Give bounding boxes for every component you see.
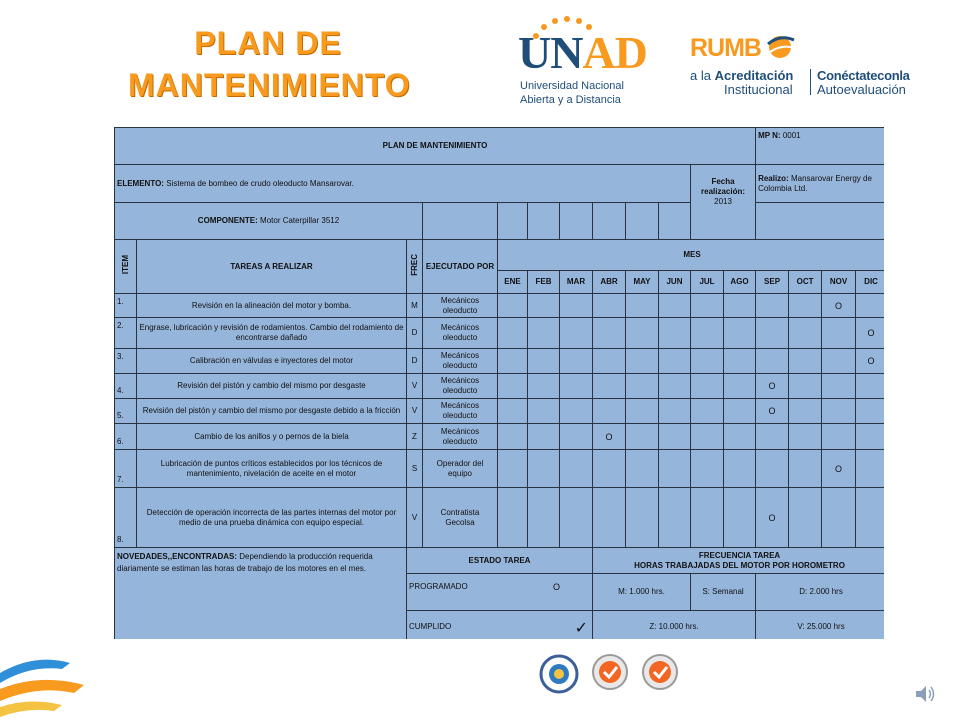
month-cell [560,374,593,399]
month-header: OCT [789,271,822,294]
blank-cell [756,203,884,240]
month-header: ABR [593,271,626,294]
month-cell [789,374,822,399]
month-cell [822,424,856,450]
month-header: ENE [498,271,528,294]
month-cell [626,450,659,488]
task-item-number: 6. [115,424,137,450]
month-cell [856,294,884,318]
task-row [115,318,885,349]
rumbo-line1: a la Acreditación [690,68,794,83]
month-cell [856,374,884,399]
rumbo-con-line1: Conéctateconla [817,68,910,83]
month-cell [724,294,756,318]
month-header: MAY [626,271,659,294]
task-description: Revisión del pistón y cambio del mismo por desgaste [137,374,407,399]
month-cell [498,424,528,450]
month-cell [659,374,691,399]
blank-cell [593,203,626,240]
month-cell [822,488,856,548]
task-frequency: S [407,450,423,488]
month-cell [856,450,884,488]
month-cell [691,424,724,450]
month-cell [498,374,528,399]
task-description: Revisión del pistón y cambio del mismo por desgaste debido a la fricción [137,399,407,424]
unad-logo [518,16,647,110]
month-cell [593,399,626,424]
check-icon: ✓ [574,619,588,637]
month-cell [691,399,724,424]
month-header: MAR [560,271,593,294]
task-row [115,424,885,450]
elemento-cell: ELEMENTO: Sistema de bombeo de crudo oleoducto Mansarovar. [115,165,691,203]
month-cell [498,450,528,488]
cumplido-cell: CUMPLIDO ✓ [407,611,593,640]
task-row [115,450,885,488]
month-cell [659,318,691,349]
task-frequency: V [407,488,423,548]
col-item-header: ITEM [115,240,137,294]
col-ejecutado-header: EJECUTADO POR [423,240,498,294]
month-cell [528,488,560,548]
blank-cell [498,203,528,240]
month-cell [724,424,756,450]
task-executed-by: Mecánicos oleoducto [423,399,498,424]
month-cell [691,349,724,374]
scheduled-mark: O [856,349,884,374]
month-cell [756,318,789,349]
task-executed-by: Mecánicos oleoducto [423,294,498,318]
month-cell [528,424,560,450]
task-executed-by: Mecánicos oleoducto [423,424,498,450]
month-cell [659,294,691,318]
blank-cell [423,203,498,240]
month-cell [789,399,822,424]
month-cell [593,374,626,399]
unad-line2: Abierta y a Distancia [520,94,621,106]
month-cell [626,374,659,399]
month-cell [560,450,593,488]
novedades-cell: NOVEDADES,,ENCONTRADAS: Dependiendo la producción requerida diariamente se estiman las horas de trabajo de los motores en el mes. [115,548,407,640]
task-row [115,374,885,399]
rumbo-line2: Institucional [724,82,793,97]
task-item-number: 5. [115,399,137,424]
frecuencia-header: FRECUENCIA TAREA HORAS TRABAJADAS DEL MOTOR POR HOROMETRO [593,548,885,574]
month-cell [593,488,626,548]
unad-line1: Universidad Nacional [520,80,624,92]
slide-title-line1: PLAN DE [194,25,342,61]
task-frequency: V [407,399,423,424]
rumbo-globe-icon [764,30,798,62]
maintenance-plan-table [114,127,884,639]
scheduled-mark: O [822,294,856,318]
month-cell [724,349,756,374]
col-frec-header: FREC [407,240,423,294]
month-cell [822,399,856,424]
task-executed-by: Mecánicos oleoducto [423,318,498,349]
task-description: Detección de operación incorrecta de las partes internas del motor por medio de una prueba dinámica con equipo especial. [137,488,407,548]
month-cell [789,318,822,349]
task-frequency: V [407,374,423,399]
task-item-number: 3. [115,349,137,374]
month-header: DIC [856,271,884,294]
task-frequency: D [407,349,423,374]
task-row [115,488,885,548]
freq-s: S: Semanal [691,574,756,611]
col-mes-header: MES [498,240,885,271]
month-cell [856,399,884,424]
blank-cell [560,203,593,240]
task-item-number: 1. [115,294,137,318]
rumbo-con-line2: Autoevaluación [817,82,906,97]
month-header: JUN [659,271,691,294]
task-frequency: M [407,294,423,318]
month-cell [756,294,789,318]
month-cell [528,374,560,399]
month-cell [756,450,789,488]
month-cell [498,349,528,374]
unad-wordmark: UNAD [518,27,647,78]
scheduled-mark: O [756,488,789,548]
month-cell [789,488,822,548]
month-cell [789,450,822,488]
month-cell [724,450,756,488]
month-cell [691,450,724,488]
task-executed-by: Mecánicos oleoducto [423,374,498,399]
month-cell [593,294,626,318]
task-frequency: Z [407,424,423,450]
month-header: SEP [756,271,789,294]
task-description: Calibración en válvulas e inyectores del motor [137,349,407,374]
month-header: AGO [724,271,756,294]
task-executed-by: Contratista Gecolsa [423,488,498,548]
freq-z: Z: 10.000 hrs. [593,611,756,640]
month-cell [856,424,884,450]
month-cell [626,318,659,349]
month-cell [560,349,593,374]
month-cell [724,399,756,424]
scheduled-mark: O [593,424,626,450]
month-cell [626,488,659,548]
certification-seal [538,652,688,698]
speaker-icon[interactable] [914,684,936,704]
programado-mark: O [552,582,560,592]
month-cell [822,318,856,349]
month-cell [528,294,560,318]
month-cell [593,349,626,374]
month-cell [498,318,528,349]
freq-d: D: 2.000 hrs [756,574,884,611]
realizo-cell: Realizo: Mansarovar Energy de Colombia Ltd. [756,165,884,203]
month-cell [756,424,789,450]
maintenance-plan-document [114,127,884,639]
month-cell [528,318,560,349]
scheduled-mark: O [756,399,789,424]
month-cell [498,294,528,318]
scheduled-mark: O [756,374,789,399]
task-description: Revisión en la alineación del motor y bomba. [137,294,407,318]
month-cell [528,399,560,424]
month-cell [498,399,528,424]
task-frequency: D [407,318,423,349]
col-tareas-header: TAREAS A REALIZAR [137,240,407,294]
month-cell [659,399,691,424]
rumbo-separator [810,69,811,95]
rumbo-wordmark: RUMB [690,34,761,62]
month-cell [822,374,856,399]
month-cell [789,349,822,374]
month-cell [856,488,884,548]
mp-number: MP N: 0001 [756,128,884,165]
scheduled-mark: O [822,450,856,488]
month-cell [691,488,724,548]
month-cell [593,450,626,488]
month-cell [498,488,528,548]
month-cell [528,450,560,488]
month-header: FEB [528,271,560,294]
month-cell [789,424,822,450]
task-row [115,294,885,318]
month-cell [626,294,659,318]
task-item-number: 8. [115,488,137,548]
estado-tarea-header: ESTADO TAREA [407,548,593,574]
month-cell [756,349,789,374]
swoosh-decoration [0,645,90,720]
freq-m: M: 1.000 hrs. [593,574,691,611]
month-cell [659,349,691,374]
month-cell [822,349,856,374]
plan-title: PLAN DE MANTENIMIENTO [115,128,756,165]
task-row [115,399,885,424]
month-cell [593,318,626,349]
task-description: Lubricación de puntos críticos establecidos por los técnicos de mantenimiento, nivelación de aceite en el motor [137,450,407,488]
month-cell [659,488,691,548]
month-cell [560,399,593,424]
task-executed-by: Operador del equipo [423,450,498,488]
month-cell [724,318,756,349]
rumbo-logo [690,32,940,102]
month-header: JUL [691,271,724,294]
month-cell [691,374,724,399]
month-cell [626,399,659,424]
slide-title-line2: MANTENIMIENTO [128,67,411,103]
freq-v: V: 25.000 hrs [756,611,884,640]
month-cell [659,450,691,488]
month-cell [789,294,822,318]
task-item-number: 7. [115,450,137,488]
certification-seals [538,652,688,698]
programado-cell: PROGRAMADO O [407,574,593,611]
month-cell [626,424,659,450]
month-cell [560,318,593,349]
task-executed-by: Mecánicos oleoducto [423,349,498,374]
month-cell [560,294,593,318]
task-row [115,349,885,374]
slide-title [128,22,411,106]
scheduled-mark: O [856,318,884,349]
task-item-number: 4. [115,374,137,399]
month-cell [560,488,593,548]
month-cell [659,424,691,450]
month-header: NOV [822,271,856,294]
fecha-cell: Fecha realización: 2013 [691,165,756,240]
task-description: Engrase, lubricación y revisión de rodamientos. Cambio del rodamiento de encontrarse dañado [137,318,407,349]
task-item-number: 2. [115,318,137,349]
month-cell [724,374,756,399]
componente-cell: COMPONENTE: Motor Caterpillar 3512 [115,203,423,240]
task-description: Cambio de los anillos y o pernos de la biela [137,424,407,450]
month-cell [528,349,560,374]
blank-cell [626,203,659,240]
blank-cell [528,203,560,240]
month-cell [724,488,756,548]
month-cell [691,318,724,349]
month-cell [691,294,724,318]
blank-cell [659,203,691,240]
month-cell [560,424,593,450]
month-cell [626,349,659,374]
